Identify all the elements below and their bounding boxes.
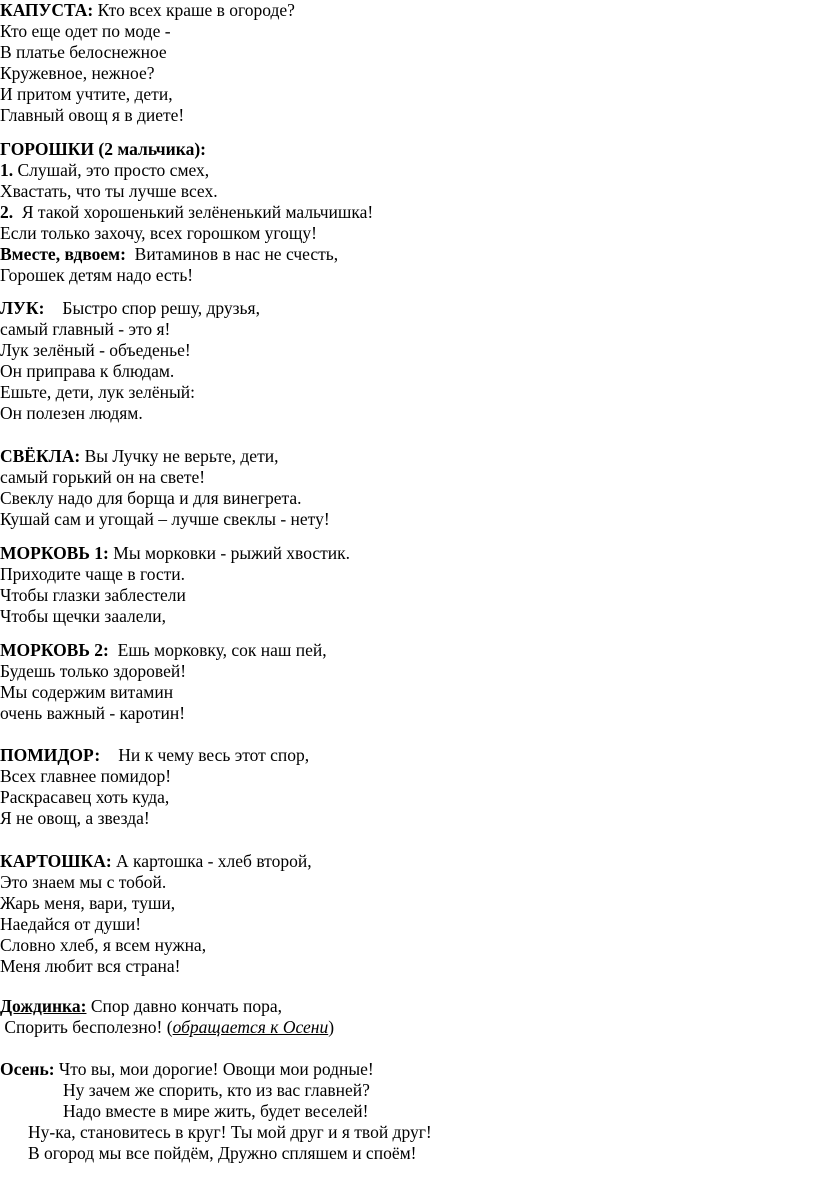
svekla-line-4: Кушай сам и угощай – лучше свеклы - нету! — [0, 509, 330, 529]
luk-line-2: самый главный - это я! — [0, 319, 171, 339]
kartoshka-line-1 — [0, 851, 312, 872]
morkov2-line-1 — [0, 640, 327, 661]
luk-line-3: Лук зелёный - объеденье! — [0, 340, 191, 360]
pomidor-line-3: Раскрасавец хоть куда, — [0, 787, 170, 807]
verse-text: Спорить бесполезно! ( — [0, 1017, 173, 1037]
verse-number: 2. — [0, 202, 14, 222]
speaker-label: Вместе, вдвоем: — [0, 244, 126, 264]
morkov1-line-4: Чтобы щечки заалели, — [0, 606, 167, 626]
speaker-label: Осень: — [0, 1059, 55, 1079]
speaker-label: СВЁКЛА: — [0, 446, 81, 466]
osen-line-3: Надо вместе в мире жить, будет веселей! — [63, 1101, 369, 1121]
osen-line-5: В огород мы все пойдём, Дружно спляшем и споём! — [28, 1143, 417, 1163]
kartoshka-line-4: Наедайся от души! — [0, 914, 142, 934]
verse-text: Я такой хорошенький зелёненький мальчишка! — [21, 202, 374, 222]
morkov2-line-4: очень важный - каротин! — [0, 703, 186, 723]
luk-line-1 — [0, 298, 260, 319]
goroshki-line-2: Хвастать, что ты лучше всех. — [0, 181, 218, 201]
stage-direction: обращается к Осени — [172, 1017, 329, 1037]
verse-text: Спор давно кончать пора, — [90, 996, 283, 1016]
kartoshka-line-2: Это знаем мы с тобой. — [0, 872, 167, 892]
speaker-label: КАРТОШКА: — [0, 851, 112, 871]
dozhdinka-line-2 — [0, 1017, 334, 1038]
verse-text: Мы морковки - рыжий хвостик. — [113, 543, 351, 563]
kartoshka-line-6: Меня любит вся страна! — [0, 956, 181, 976]
goroshki-line-6: Горошек детям надо есть! — [0, 265, 194, 285]
verse-text: А картошка - хлеб второй, — [116, 851, 312, 871]
speaker-label: КАПУСТА: — [0, 0, 94, 20]
verse-text: Кто всех краше в огороде? — [97, 0, 295, 20]
kapusta-line-3: В платье белоснежное — [0, 42, 167, 62]
verse-text: Быстро спор решу, друзья, — [62, 298, 260, 318]
luk-line-6: Он полезен людям. — [0, 403, 143, 423]
kartoshka-line-3: Жарь меня, вари, туши, — [0, 893, 176, 913]
morkov1-line-2: Приходите чаще в гости. — [0, 564, 186, 584]
kapusta-line-5: И притом учтите, дети, — [0, 84, 173, 104]
verse-text: Что вы, мои дорогие! Овощи мои родные! — [58, 1059, 374, 1079]
osen-line-4: Ну-ка, становитесь в круг! Ты мой друг и я твой друг! — [28, 1122, 432, 1142]
goroshki-line-1 — [0, 160, 209, 181]
verse-text: Витаминов в нас не счесть, — [134, 244, 339, 264]
luk-line-5: Ешьте, дети, лук зелёный: — [0, 382, 195, 402]
verse-number: 1. — [0, 160, 14, 180]
goroshki-line-4: Если только захочу, всех горошком угощу! — [0, 223, 317, 243]
osen-line-2: Ну зачем же спорить, кто из вас главней? — [63, 1080, 370, 1100]
verse-text: Ешь морковку, сок наш пей, — [117, 640, 327, 660]
verse-text: ) — [328, 1017, 335, 1037]
pomidor-line-4: Я не овощ, а звезда! — [0, 808, 150, 828]
osen-line-1 — [0, 1059, 374, 1080]
kapusta-line-2: Кто еще одет по моде - — [0, 21, 171, 41]
goroshki-line-5 — [0, 244, 338, 265]
kapusta-line-4: Кружевное, нежное? — [0, 63, 155, 83]
speaker-label: ПОМИДОР: — [0, 745, 101, 765]
speaker-label: МОРКОВЬ 1: — [0, 543, 109, 563]
luk-line-4: Он приправа к блюдам. — [0, 361, 175, 381]
svekla-line-1 — [0, 446, 278, 467]
pomidor-line-2: Всех главнее помидор! — [0, 766, 172, 786]
verse-text: Вы Лучку не верьте, дети, — [84, 446, 279, 466]
morkov1-line-3: Чтобы глазки заблестели — [0, 585, 186, 605]
svekla-line-2: самый горький он на свете! — [0, 467, 206, 487]
kartoshka-line-5: Словно хлеб, я всем нужна, — [0, 935, 207, 955]
dozhdinka-line-1 — [0, 996, 282, 1017]
verse-text: Ни к чему весь этот спор, — [118, 745, 310, 765]
goroshki-speaker: ГОРОШКИ (2 мальчика): — [0, 139, 206, 159]
morkov2-line-3: Мы содержим витамин — [0, 682, 174, 702]
speaker-label: Дождинка: — [0, 996, 87, 1016]
verse-text: Слушай, это просто смех, — [17, 160, 210, 180]
pomidor-line-1 — [0, 745, 309, 766]
svekla-line-3: Свеклу надо для борща и для винегрета. — [0, 488, 302, 508]
kapusta-line-1 — [0, 0, 295, 21]
speaker-label: ЛУК: — [0, 298, 45, 318]
speaker-label: МОРКОВЬ 2: — [0, 640, 109, 660]
morkov1-line-1 — [0, 543, 350, 564]
kapusta-line-6: Главный овощ я в диете! — [0, 105, 185, 125]
morkov2-line-2: Будешь только здоровей! — [0, 661, 187, 681]
goroshki-line-3 — [0, 202, 373, 223]
